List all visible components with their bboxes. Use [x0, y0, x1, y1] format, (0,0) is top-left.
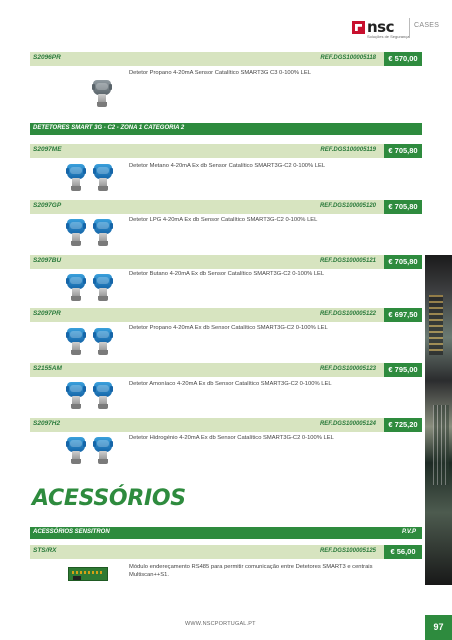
- product-ref: REF.DGS100005118: [320, 55, 376, 61]
- price-column-label: P.V.P: [401, 529, 416, 535]
- logo-text: nsc: [367, 18, 394, 36]
- product-price: € 56,00: [384, 545, 422, 559]
- product-bar: [30, 363, 384, 377]
- sensor-image: [93, 164, 113, 192]
- sensor-image: [93, 382, 113, 410]
- header-divider: [409, 18, 410, 38]
- product-bar: [30, 144, 384, 158]
- sensor-image: [93, 328, 113, 356]
- sensor-image: [93, 219, 113, 247]
- product-description: Detetor Amoníaco 4-20mA Ex db Sensor Catalítico SMART3G-C2 0-100% LEL: [129, 381, 332, 387]
- product-code: S2097GP: [33, 202, 62, 209]
- circuit-board-image: [68, 567, 108, 581]
- sensor-image: [66, 219, 86, 247]
- product-bar: [30, 52, 384, 66]
- logo-mark-icon: [352, 21, 365, 34]
- category-bar: [30, 123, 422, 135]
- sensor-image: [93, 437, 113, 465]
- product-description: Detetor LPG 4-20mA Ex db Sensor Catalítico SMART3G-C2 0-100% LEL: [129, 217, 318, 223]
- product-description: Detetor Metano 4-20mA Ex db Sensor Catalítico SMART3G-C2 0-100% LEL: [129, 163, 326, 169]
- sensor-image: [66, 382, 86, 410]
- product-price: € 725,20: [384, 418, 422, 432]
- logo-subtitle: Soluções de Segurança: [367, 34, 410, 39]
- product-bar: [30, 308, 384, 322]
- product-description: Módulo endereçamento RS485 para permitir comunicação entre Detetores SMART3 e centrais Multiscan++S1.: [129, 564, 373, 578]
- product-description: Detetor Propano 4-20mA Ex db Sensor Catalítico SMART3G-C2 0-100% LEL: [129, 325, 328, 331]
- product-ref: REF.DGS100005120: [319, 203, 376, 209]
- page-number: 97: [425, 615, 452, 640]
- product-ref: REF.DGS100005125: [319, 548, 376, 554]
- category-title: DETETORES SMART 3G - C2 - ZONA 1 CATEGORIA 2: [33, 125, 185, 131]
- product-price: € 795,00: [384, 363, 422, 377]
- product-bar: [30, 200, 384, 214]
- product-bar: [30, 418, 384, 432]
- product-price: € 705,80: [384, 255, 422, 269]
- product-code: S2097H2: [33, 420, 61, 427]
- product-description: Detetor Propano 4-20mA Sensor Catalítico SMART3G C3 0-100% LEL: [129, 70, 311, 76]
- product-ref: REF.DGS100005124: [319, 421, 376, 427]
- product-code: STS/RX: [33, 547, 57, 554]
- brand-logo: [352, 19, 408, 41]
- product-price: € 697,50: [384, 308, 422, 322]
- product-ref: REF.DGS100005121: [319, 258, 376, 264]
- sensor-image: [66, 328, 86, 356]
- product-code: S2097PR: [33, 310, 61, 317]
- sensor-image: [66, 437, 86, 465]
- product-code: S2097ME: [33, 146, 62, 153]
- product-description: Detetor Hidrogénio 4-20mA Ex db Sensor Catalítico SMART3G-C2 0-100% LEL: [129, 435, 334, 441]
- product-bar: [30, 545, 384, 559]
- sensor-image: [93, 274, 113, 302]
- sensor-image: [92, 80, 112, 108]
- section-title: ACESSÓRIOS: [32, 486, 186, 511]
- footer-url: WWW.NSCPORTUGAL.PT: [185, 621, 256, 627]
- category-title: ACESSÓRIOS SENSITRON: [33, 529, 110, 535]
- product-price: € 570,00: [384, 52, 422, 66]
- section-label: CASES: [414, 22, 440, 29]
- category-bar: [30, 527, 422, 539]
- product-code: S2096PR: [33, 54, 61, 61]
- side-photo: [425, 255, 452, 585]
- product-bar: [30, 255, 384, 269]
- sensor-image: [66, 164, 86, 192]
- product-ref: REF.DGS100005122: [319, 311, 376, 317]
- product-ref: REF.DGS100005123: [319, 366, 376, 372]
- product-price: € 705,80: [384, 144, 422, 158]
- product-code: S2097BU: [33, 257, 62, 264]
- product-code: S2155AM: [33, 365, 62, 372]
- product-price: € 705,80: [384, 200, 422, 214]
- product-description: Detetor Butano 4-20mA Ex db Sensor Catalítico SMART3G-C2 0-100% LEL: [129, 271, 325, 277]
- product-ref: REF.DGS100005119: [320, 147, 376, 153]
- sensor-image: [66, 274, 86, 302]
